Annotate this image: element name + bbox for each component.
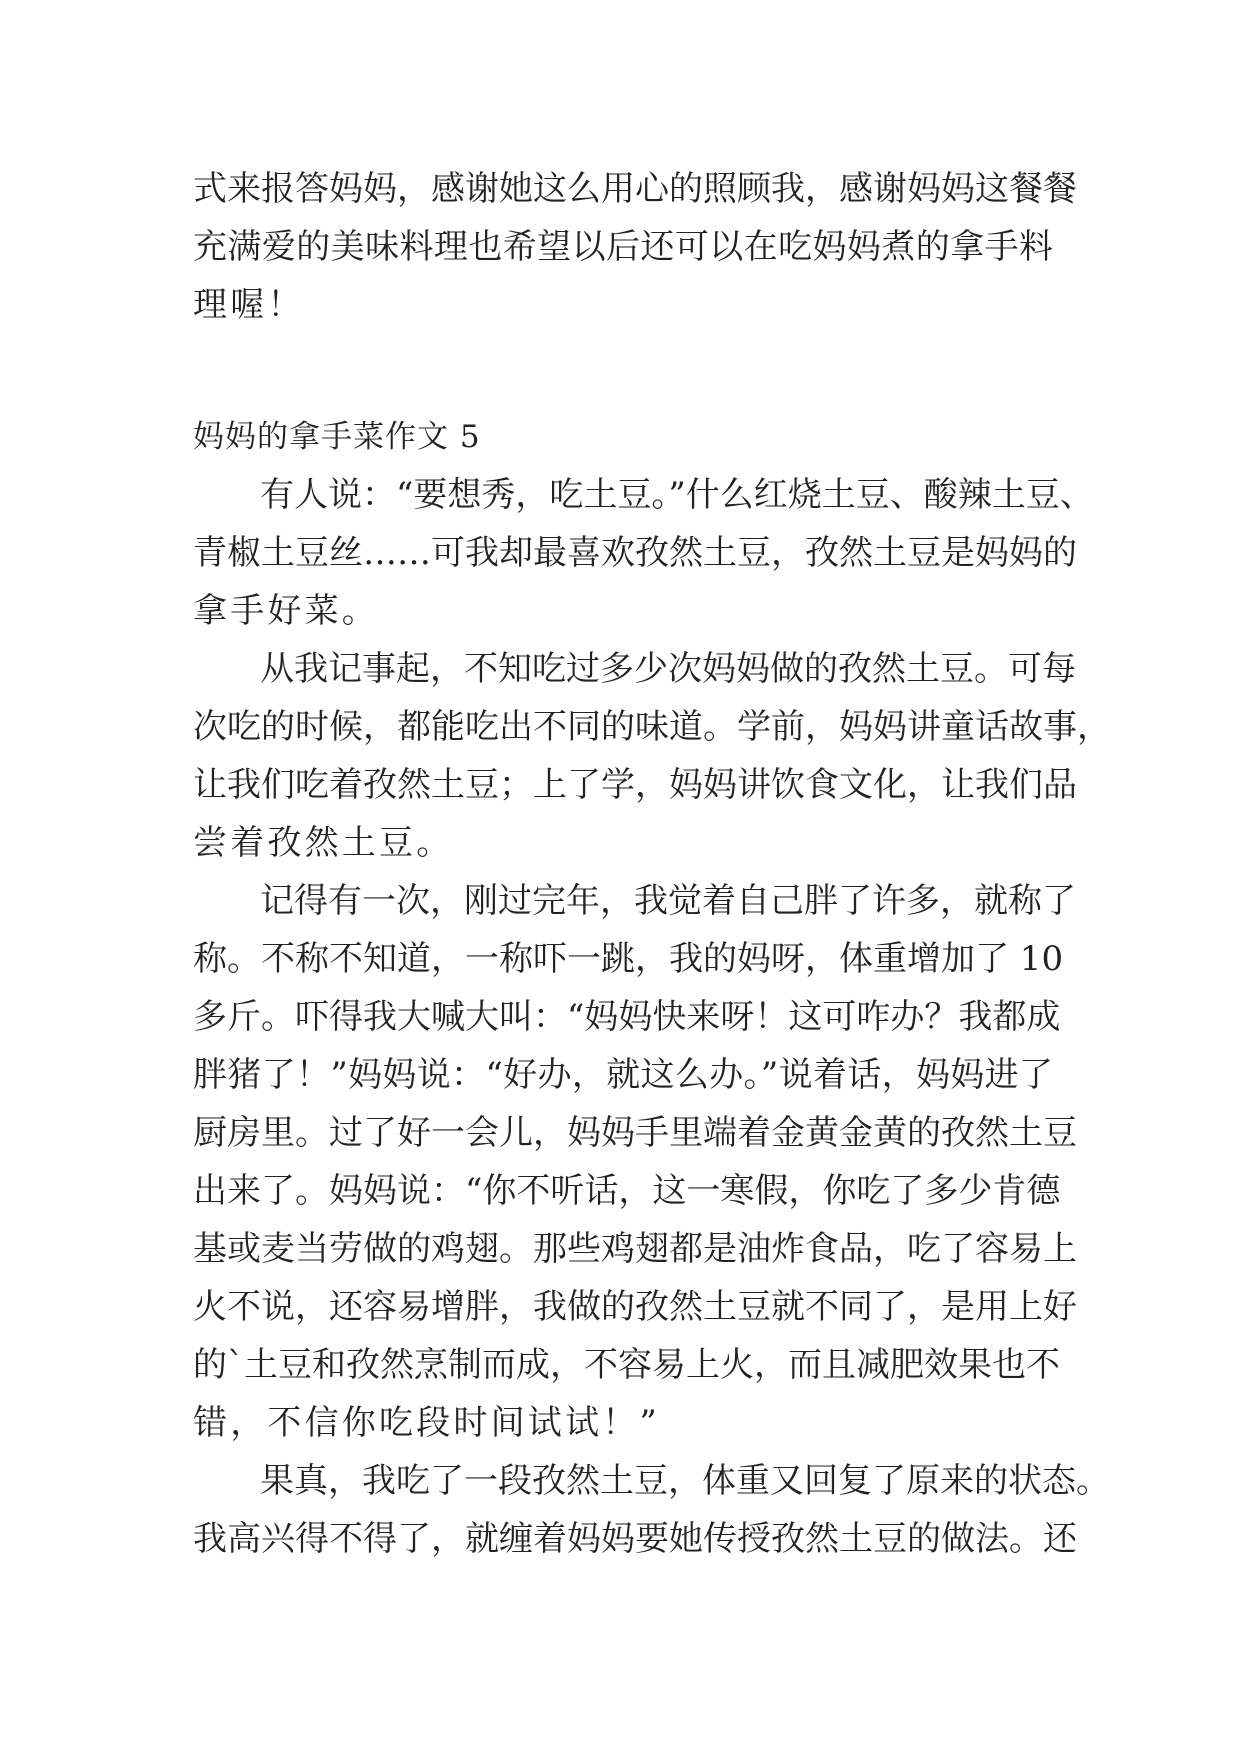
text-line: 式来报答妈妈，感谢她这么用心的照顾我，感谢妈妈这餐餐 (193, 169, 1077, 209)
paragraph-1 (193, 466, 1094, 640)
essay-heading: 妈妈的拿手菜作文 5 (193, 419, 481, 455)
paragraph-2 (193, 640, 1111, 872)
text-line: 青椒土豆丝……可我却最喜欢孜然土豆，孜然土豆是妈妈的 (193, 533, 1077, 573)
spacer (193, 334, 1053, 408)
text-line: 果真，我吃了一段孜然土豆，体重又回复了原来的状态。 (260, 1461, 1110, 1501)
text-line: 基或麦当劳做的鸡翅。那些鸡翅都是油炸食品，吃了容易上 (193, 1229, 1077, 1269)
text-line: 错，不信你吃段时间试试！” (193, 1403, 660, 1443)
text-line: 出来了。妈妈说：“你不听话，这一寒假，你吃了多少肯德 (193, 1171, 1061, 1211)
document-page (193, 160, 1111, 1568)
text-line: 拿手好菜。 (193, 591, 379, 631)
text-line: 胖猪了！”妈妈说：“好办，就这么办。”说着话，妈妈进了 (193, 1055, 1053, 1095)
text-line: 火不说，还容易增胖，我做的孜然土豆就不同了，是用上好 (193, 1287, 1077, 1327)
paragraph-4 (193, 1452, 1110, 1568)
text-line: 理喔！ (193, 285, 305, 325)
text-line: 的`土豆和孜然烹制而成，不容易上火，而且减肥效果也不 (193, 1345, 1060, 1385)
text-line: 次吃的时候，都能吃出不同的味道。学前，妈妈讲童话故事， (193, 707, 1111, 747)
paragraph-3 (193, 872, 1077, 1452)
text-line: 多斤。吓得我大喊大叫：“妈妈快来呀！这可咋办？我都成 (193, 997, 1061, 1037)
text-line: 充满爱的美味料理也希望以后还可以在吃妈妈煮的拿手料 (193, 227, 1053, 267)
text-line: 让我们吃着孜然土豆；上了学，妈妈讲饮食文化，让我们品 (193, 765, 1077, 805)
text-line: 尝着孜然土豆。 (193, 823, 454, 863)
text-line: 称。不称不知道，一称吓一跳，我的妈呀，体重增加了 10 (193, 939, 1064, 979)
text-line: 有人说：“要想秀，吃土豆。”什么红烧土豆、酸辣土豆、 (260, 475, 1094, 515)
intro-paragraph (193, 160, 1077, 334)
text-line: 厨房里。过了好一会儿，妈妈手里端着金黄金黄的孜然土豆 (193, 1113, 1077, 1153)
text-line: 我高兴得不得了，就缠着妈妈要她传授孜然土豆的做法。还 (193, 1519, 1077, 1559)
text-line: 从我记事起，不知吃过多少次妈妈做的孜然土豆。可每 (260, 649, 1076, 689)
text-line: 记得有一次，刚过完年，我觉着自己胖了许多，就称了 (260, 881, 1076, 921)
